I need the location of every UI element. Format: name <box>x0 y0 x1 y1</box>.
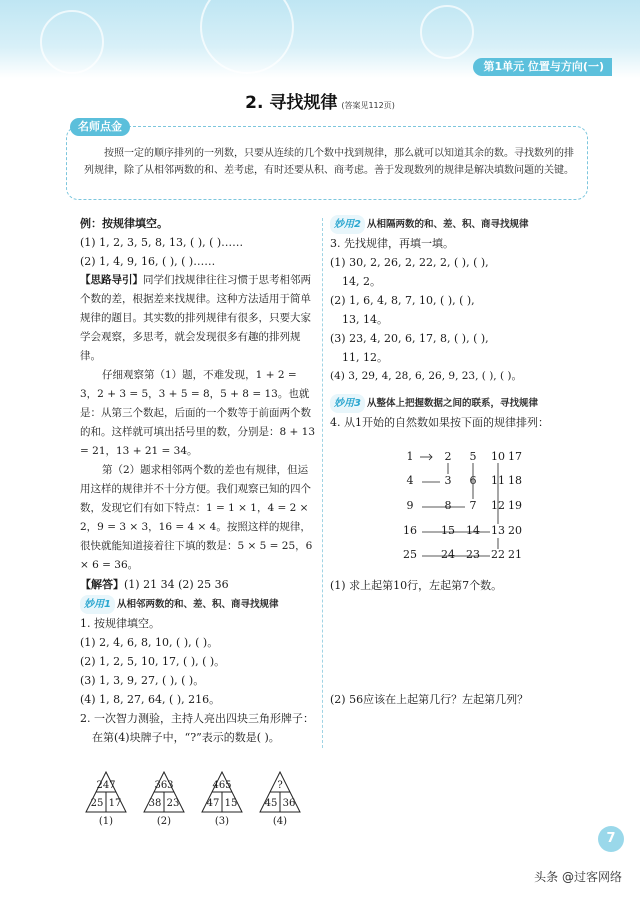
grid-number: 7 <box>469 499 477 512</box>
decorative-circle <box>40 10 104 74</box>
use-2-heading <box>330 215 528 234</box>
observation-2: 第（2）题求相邻两个数的差也有规律，但运用这样的规律并不十分方便。我们观察已知的四个数，发现它们有如下特点：1 = 1 × 1，4 = 2 × 2，9 = 3 × 3，16 = 4 × 4。按照这样的规律，很快就能知道接着往下填的数是：5 × 5 = 25，6 × 6 = 36。 <box>80 464 313 571</box>
decorative-circle <box>200 0 294 74</box>
grid-number: 12 <box>491 499 505 512</box>
question-3-2a: (2) 1, 6, 4, 8, 7, 10, ( ), ( ), <box>330 294 475 307</box>
unit-badge: 第1单元 位置与方向(一) <box>473 58 612 76</box>
page-number: 7 <box>598 826 624 852</box>
grid-number: 6 <box>469 474 477 487</box>
grid-number: 8 <box>444 499 452 512</box>
triangle-bottom-left: 38 <box>148 798 162 809</box>
grid-number: 22 <box>491 548 505 561</box>
guide-paragraph <box>80 271 316 366</box>
triangle-top: 465 <box>212 780 232 791</box>
question-3-4: (4) 3, 29, 4, 28, 6, 26, 9, 23, ( ), ( )。 <box>330 370 523 382</box>
example-1: (1) 1, 2, 3, 5, 8, 13, ( ), ( )…… <box>80 236 244 249</box>
tips-label: 名师点金 <box>70 118 130 136</box>
grid-number: 10 <box>491 450 505 463</box>
observation-1: 仔细观察第（1）题，不难发现，1 + 2 = 3，2 + 3 = 5，3 + 5 = 8，5 + 8 = 13。也就是：从第三个数起，后面的一个数等于前面两个数的和。这样就可填出括号里的数，分别是：8 + 13 = 21，13 + 21 = 34。 <box>80 369 316 457</box>
triangle-card <box>200 770 244 830</box>
question-4-1: (1) 求上起第10行，左起第7个数。 <box>330 579 503 592</box>
grid-number: 13 <box>491 524 505 537</box>
use-1-text: 从相邻两数的和、差、积、商寻找规律 <box>116 599 279 610</box>
use-2-text: 从相隔两数的和、差、积、商寻找规律 <box>366 219 529 230</box>
triangle-top: 363 <box>154 780 174 791</box>
grid-number: 18 <box>508 474 522 487</box>
use-1-badge: 妙用1 <box>80 595 115 614</box>
grid-number: 24 <box>441 548 455 561</box>
right-column <box>330 214 596 432</box>
question-4-part-1 <box>330 576 596 595</box>
grid-number: 4 <box>406 474 414 487</box>
question-1-3: (3) 1, 3, 9, 27, ( ), ( )。 <box>80 674 205 687</box>
question-3-2b: 13, 14。 <box>342 313 388 326</box>
question-1-1: (1) 2, 4, 6, 8, 10, ( ), ( )。 <box>80 636 219 649</box>
triangle-bottom-right: 23 <box>166 798 180 809</box>
question-2-line-2: 在第(4)块牌子中，“?”表示的数是( )。 <box>92 731 280 744</box>
grid-number: 23 <box>466 548 480 561</box>
column-divider <box>322 218 323 748</box>
triangle-bottom-right: 17 <box>108 798 122 809</box>
grid-number: 11 <box>491 474 505 487</box>
answer-reference: (答案见112页) <box>341 101 395 110</box>
triangle-cards <box>84 770 314 836</box>
question-1-2: (2) 1, 2, 5, 10, 17, ( ), ( )。 <box>80 655 226 668</box>
grid-number: 14 <box>466 524 480 537</box>
grid-number: 2 <box>444 450 452 463</box>
question-3-title: 3. 先找规律，再填一填。 <box>330 237 454 250</box>
triangle-caption: (4) <box>272 816 288 827</box>
question-4-2: (2) 56应该在上起第几行？左起第几列？ <box>330 693 529 706</box>
use-3-badge: 妙用3 <box>330 394 365 413</box>
question-3-3a: (3) 23, 4, 20, 6, 17, 8, ( ), ( ), <box>330 332 489 345</box>
answer-label: 【解答】 <box>80 578 124 591</box>
grid-number: 16 <box>403 524 417 537</box>
grid-number: 25 <box>403 548 417 561</box>
question-1-4: (4) 1, 8, 27, 64, ( ), 216。 <box>80 693 221 706</box>
question-4-title: 4. 从1开始的自然数如果按下面的规律排列： <box>330 416 549 429</box>
grid-number: 20 <box>508 524 522 537</box>
triangle-bottom-left: 47 <box>206 798 220 809</box>
watermark: 头条 @过客网络 <box>534 870 622 884</box>
tips-text: 按照一定的顺序排列的一列数，只要从连续的几个数中找到规律，那么就可以知道其余的数。寻找数列的排列规律，除了从相邻两数的和、差考虑，有时还要从积、商考虑。善于发现数列的规律是解决填数问题的关键。 <box>84 148 574 176</box>
title-main: 2. 寻找规律 <box>245 93 338 113</box>
question-3-1b: 14, 2。 <box>342 275 381 288</box>
answer-line <box>80 575 316 594</box>
left-column <box>80 214 316 747</box>
grid-number: 19 <box>508 499 522 512</box>
question-1-title: 1. 按规律填空。 <box>80 617 160 630</box>
question-3-1a: (1) 30, 2, 26, 2, 22, 2, ( ), ( ), <box>330 256 489 269</box>
triangle-bottom-left: 25 <box>90 798 104 809</box>
use-3-text: 从整体上把握数据之间的联系，寻找规律 <box>366 398 538 409</box>
question-2-line-1: 2. 一次智力测验，主持人亮出四块三角形牌子： <box>80 712 314 725</box>
example-2: (2) 1, 4, 9, 16, ( ), ( )…… <box>80 255 216 268</box>
guide-label: 【思路导引】 <box>80 274 143 286</box>
decorative-circle <box>420 5 474 59</box>
grid-number: 5 <box>469 450 477 463</box>
number-pattern-grid <box>400 452 520 572</box>
use-1-heading <box>80 595 278 614</box>
question-4-part-2 <box>330 690 596 709</box>
triangle-top: ? <box>277 780 283 791</box>
grid-number: 3 <box>444 474 452 487</box>
grid-number: 15 <box>441 524 455 537</box>
triangle-card <box>84 770 128 830</box>
triangle-bottom-right: 36 <box>282 798 296 809</box>
triangle-card <box>258 770 302 830</box>
guide-text: 同学们找规律往往习惯于思考相邻两个数的差，根据差来找规律。这种方法适用于简单规律的题目。其实数的排列规律有很多，只要大家学会观察，多思考，就会发现很多有趣的排列规律。 <box>80 274 311 362</box>
triangle-caption: (2) <box>156 816 172 827</box>
triangle-top: 247 <box>96 780 116 791</box>
triangle-caption: (1) <box>98 816 114 827</box>
grid-number: 21 <box>508 548 522 561</box>
triangle-bottom-right: 15 <box>224 798 238 809</box>
example-title: 例：按规律填空。 <box>80 217 168 230</box>
triangle-caption: (3) <box>214 816 230 827</box>
use-2-badge: 妙用2 <box>330 215 365 234</box>
triangle-bottom-left: 45 <box>264 798 278 809</box>
question-3-3b: 11, 12。 <box>342 351 388 364</box>
grid-number: 17 <box>508 450 522 463</box>
page-title <box>0 88 640 113</box>
use-3-heading <box>330 394 538 413</box>
triangle-card <box>142 770 186 830</box>
grid-number: 1 <box>406 450 414 463</box>
answer-text: (1) 21 34 (2) 25 36 <box>124 578 229 591</box>
grid-number: 9 <box>406 499 414 512</box>
